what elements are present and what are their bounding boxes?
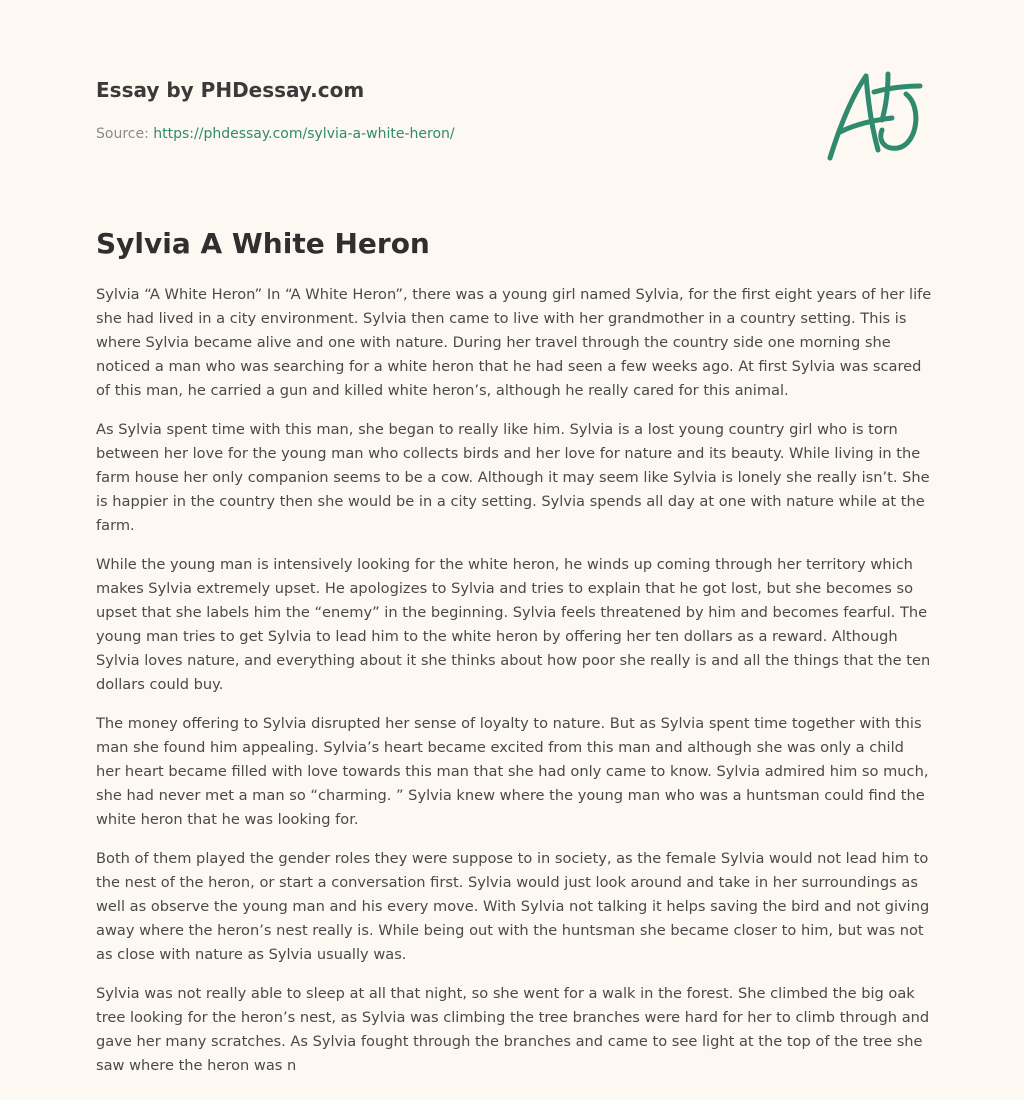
essay-paragraph: As Sylvia spent time with this man, she began to really like him. Sylvia is a lost young country girl who is torn between her love for the young man who collects birds and her love for nature and its beauty. While living in the farm house her only companion seems to be a cow. Although it may seem like Sylvia is lonely she really isn’t. She is happier in the country then she would be in a city setting. Sylvia spends all day at one with nature while at the farm. [96, 421, 930, 534]
source-link[interactable]: https://phdessay.com/sylvia-a-white-heron/ [153, 126, 455, 142]
essay-paragraph: Sylvia “A White Heron” In “A White Heron”, there was a young girl named Sylvia, for the first eight years of her life she had lived in a city environment. Sylvia then came to live with her grandmother in a country setting. This is where Sylvia became alive and one with nature. During her travel through the country side one morning she noticed a man who was searching for a white heron that he had seen a few weeks ago. At first Sylvia was scared of this man, he carried a gun and killed white heron’s, although he really cared for this animal. [96, 286, 932, 399]
page-header [96, 76, 816, 144]
essay-paragraph: The money offering to Sylvia disrupted her sense of loyalty to nature. But as Sylvia spent time together with this man she found him appealing. Sylvia’s heart became excited from this man and although she was only a child her heart became filled with love towards this man that she had only came to know. Sylvia admired him so much, she had never met a man so “charming. ” Sylvia knew where the young man who was a huntsman could find the white heron that he was looking for. [96, 715, 929, 828]
source-line [96, 124, 816, 144]
source-label: Source: [96, 126, 149, 142]
essay-paragraph: While the young man is intensively looking for the white heron, he winds up coming through her territory which makes Sylvia extremely upset. He apologizes to Sylvia and tries to explain that he got lost, but she becomes so upset that she labels him the “enemy” in the beginning. Sylvia feels threatened by him and becomes fearful. The young man tries to get Sylvia to lead him to the white heron by offering her ten dollars as a reward. Although Sylvia loves nature, and everything about it she thinks about how poor she really is and all the things that the ten dollars could buy. [96, 556, 931, 693]
essay-body [96, 283, 932, 1083]
essay-paragraph: Both of them played the gender roles they were suppose to in society, as the female Sylvia would not lead him to the nest of the heron, or start a conversation first. Sylvia would just look around and take in her surroundings as well as observe the young man and his every move. With Sylvia not talking it helps saving the bird and not giving away where the heron’s nest really is. While being out with the huntsman she became closer to him, but was not as close with nature as Sylvia usually was. [96, 850, 930, 963]
essay-paragraph: Sylvia was not really able to sleep at all that night, so she went for a walk in the forest. She climbed the big oak tree looking for the heron’s nest, as Sylvia was climbing the tree branches were hard for her to climb through and gave her many scratches. As Sylvia fought through the branches and came to see light at the top of the tree she saw where the heron was n [96, 985, 930, 1074]
essay-title: Sylvia A White Heron [96, 227, 430, 260]
site-title: Essay by PHDessay.com [96, 78, 365, 102]
a-plus-grade-icon [822, 66, 928, 166]
